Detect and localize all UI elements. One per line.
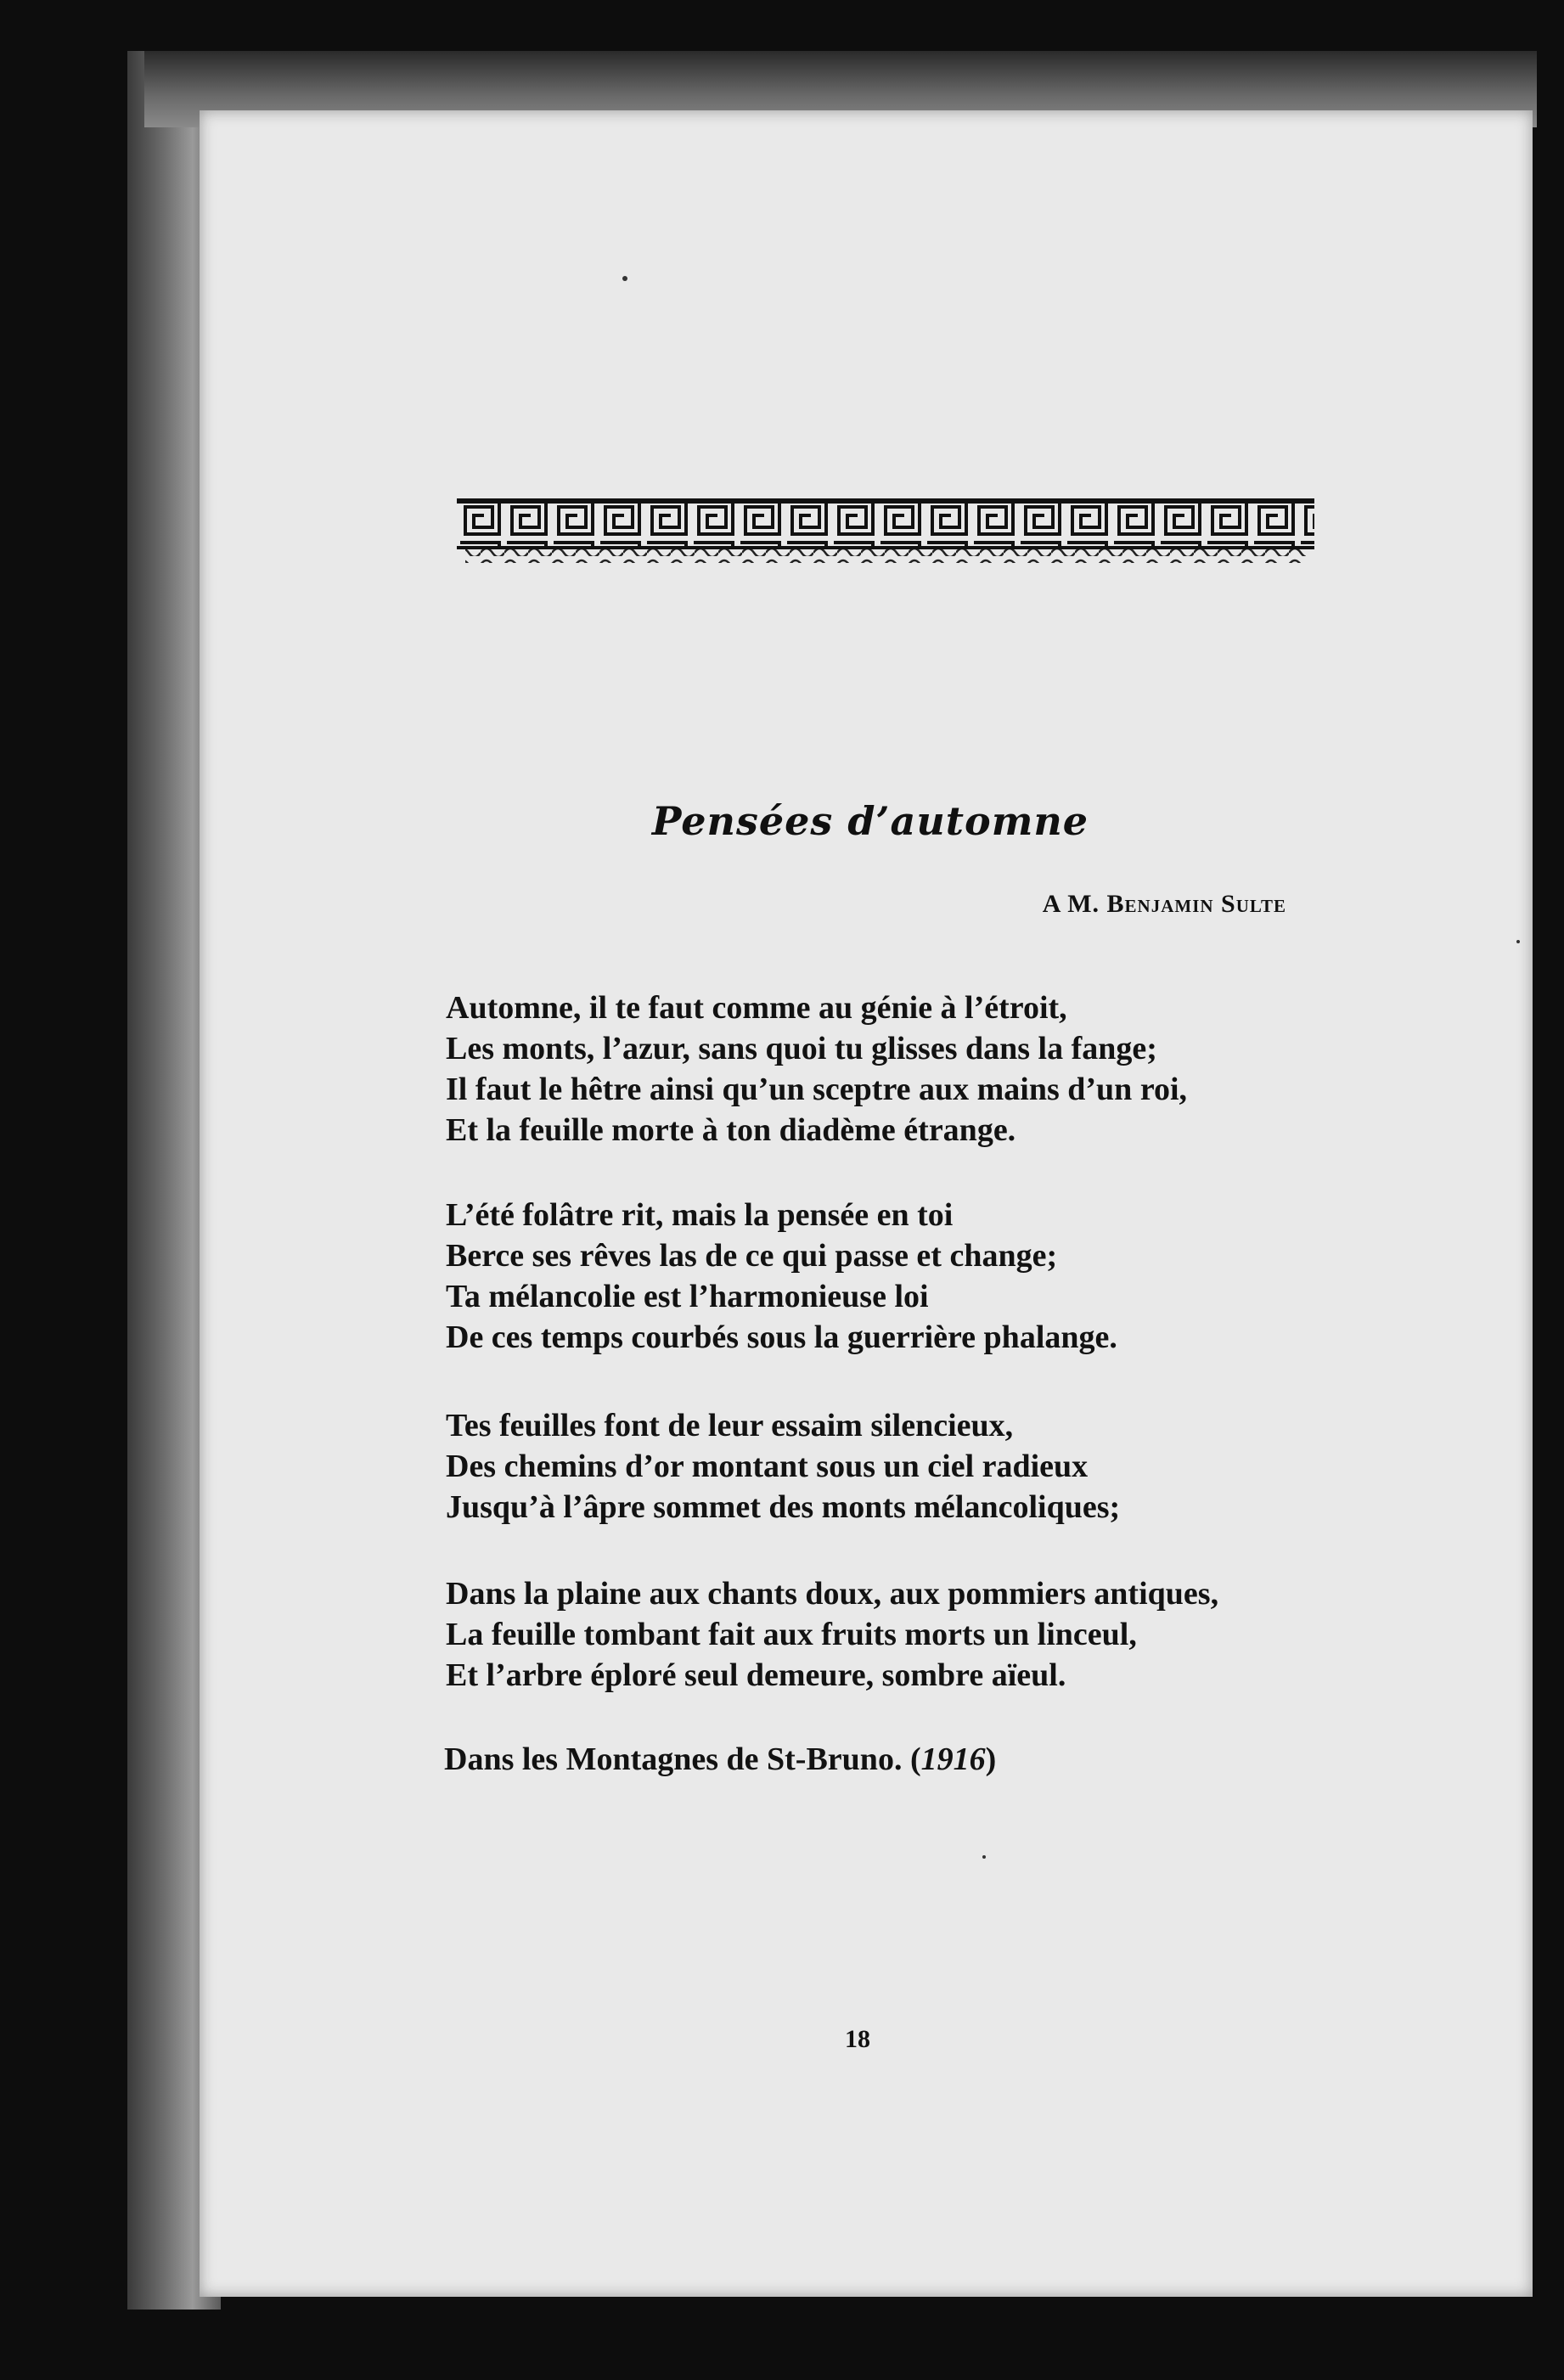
scan-speck: [622, 276, 627, 281]
verse-line: Il faut le hêtre ainsi qu’un sceptre aux mains d’un roi,: [446, 1072, 1188, 1107]
verse-line: De ces temps courbés sous la guerrière phalange.: [446, 1319, 1117, 1355]
poem-year-wrapper: (1916): [909, 1741, 997, 1777]
page-number: 18: [845, 2025, 870, 2053]
verse-line: Jusqu’à l’âpre sommet des monts mélancoliques;: [446, 1489, 1121, 1525]
verse-line: Et la feuille morte à ton diadème étrange.: [446, 1112, 1016, 1148]
poem-title: Pensées d’automne: [651, 798, 1089, 844]
dedication: A M. Benjamin Sulte: [1042, 890, 1286, 918]
stanza-1: [446, 987, 1187, 1151]
verse-line: Et l’arbre éploré seul demeure, sombre aïeul.: [446, 1657, 1066, 1693]
verse-line: Dans la plaine aux chants doux, aux pommiers antiques,: [446, 1576, 1219, 1612]
stanza-2: [446, 1195, 1117, 1358]
scan-speck: [982, 1855, 986, 1859]
poem-place: Dans les Montagnes de St-Bruno.: [444, 1741, 903, 1777]
verse-line: La feuille tombant fait aux fruits morts un linceul,: [446, 1617, 1137, 1652]
verse-line: Des chemins d’or montant sous un ciel radieux: [446, 1449, 1089, 1484]
scan-speck: [1516, 940, 1520, 943]
greek-key-border-ornament-icon: [457, 497, 1314, 565]
verse-line: Tes feuilles font de leur essaim silencieux,: [446, 1408, 1014, 1443]
verse-line: Berce ses rêves las de ce qui passe et change;: [446, 1238, 1058, 1274]
poem-year: 1916: [920, 1741, 986, 1777]
stanza-3: [446, 1405, 1120, 1528]
verse-line: Ta mélancolie est l’harmonieuse loi: [446, 1279, 929, 1314]
verse-line: Automne, il te faut comme au génie à l’étroit,: [446, 990, 1067, 1026]
verse-line: Les monts, l’azur, sans quoi tu glisses dans la fange;: [446, 1031, 1157, 1066]
verse-line: L’été folâtre rit, mais la pensée en toi: [446, 1197, 954, 1233]
stanza-4: [446, 1573, 1218, 1696]
poem-signature: [444, 1741, 996, 1778]
